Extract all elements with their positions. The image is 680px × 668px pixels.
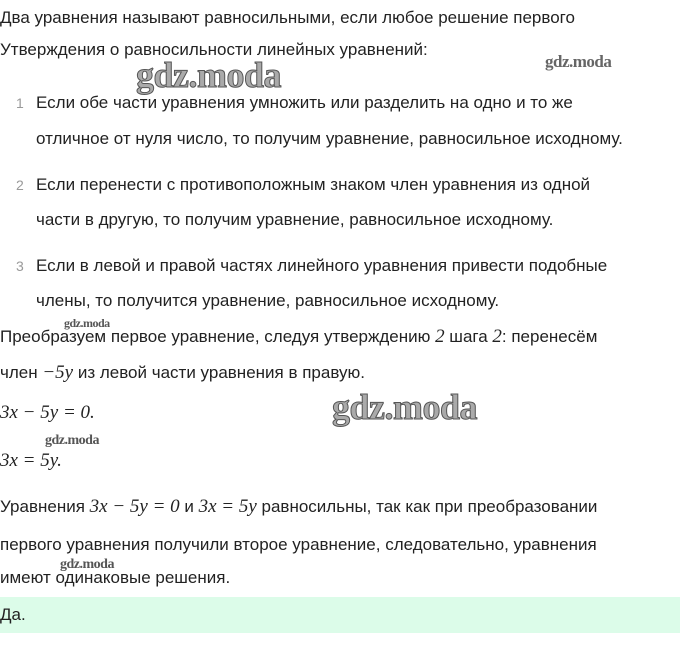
conclusion-text: первого уравнения получили второе уравнение, следовательно, уравнения [0,535,597,554]
statement-line: отличное от нуля число, то получим уравнение, равносильное исходному. [36,129,623,148]
statements-title: Утверждения о равносильности линейных уравнений: [0,40,428,59]
list-number: 2 [16,177,24,193]
list-number: 1 [16,95,24,111]
conclusion-text: имеют одинаковые решения. [0,568,231,587]
list-number: 3 [16,258,24,274]
statement-line: части в другую, то получим уравнение, равносильное исходному. [36,210,554,229]
statement-line: члены, то получится уравнение, равносильное исходному. [36,291,500,310]
equation-1: 3x − 5y = 0. [0,402,95,423]
step-text: Преобразуем первое уравнение, следуя утверждению 2 шага 2: перенесём [0,326,598,347]
step-text: член −5y из левой части уравнения в правую. [0,362,365,383]
intro-text: Два уравнения называют равносильными, если любое решение первого [0,8,575,27]
answer-box [0,597,680,633]
statement-line: Если перенести с противоположным знаком член уравнения из одной [36,175,591,194]
watermark: gdz.moda [64,316,110,330]
watermark: gdz.moda [60,557,114,572]
equation-2: 3x = 5y. [0,450,62,471]
watermark: gdz.moda [545,52,612,71]
answer-text: Да. [0,605,26,624]
statement-line: Если в левой и правой частях линейного уравнения привести подобные [36,256,608,275]
watermark: gdz.moda [45,433,99,448]
statement-line: Если обе части уравнения умножить или разделить на одно и то же [36,93,573,112]
conclusion-text: Уравнения 3x − 5y = 0 и 3x = 5y равносильны, так как при преобразовании [0,496,598,517]
watermark: gdz.moda [136,55,282,95]
watermark: gdz.moda [332,387,478,427]
